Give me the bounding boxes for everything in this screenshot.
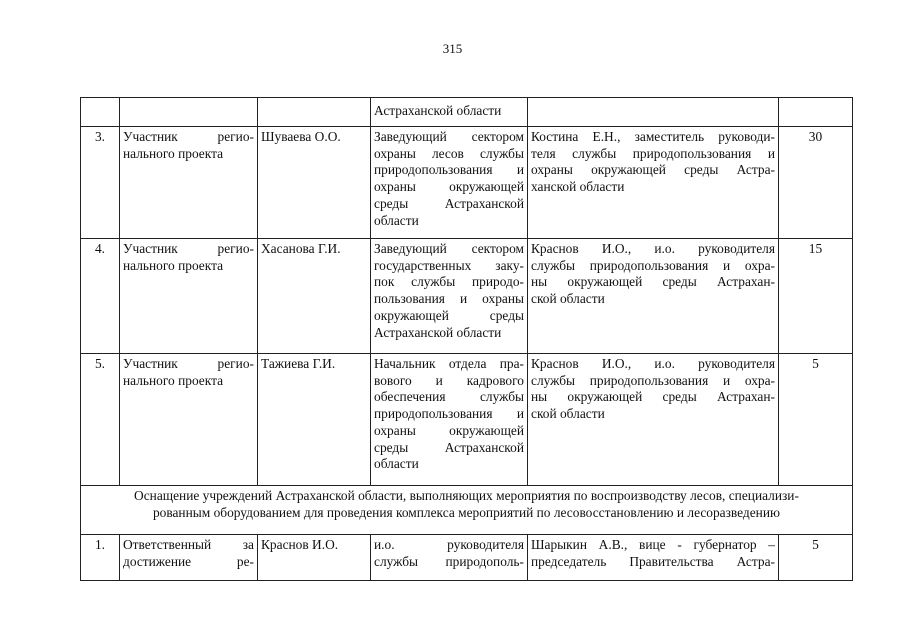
position-line: обеспечения службы — [374, 389, 524, 405]
supervisor-line: Костина Е.Н., заместитель руководи- — [531, 129, 775, 144]
position-cell — [371, 535, 528, 581]
role-line: достижение ре- — [123, 553, 254, 569]
name-cell: Шуваева О.О. — [258, 127, 371, 239]
supervisor-cell — [528, 239, 779, 354]
value-cell: 30 — [779, 127, 853, 239]
position-line: природопользования и — [374, 406, 524, 422]
position-line: пользования и охраны — [374, 291, 524, 307]
table-row — [81, 535, 853, 581]
supervisor-line: ны окружающей среды Астрахан- — [531, 389, 775, 405]
page-number: 315 — [442, 41, 463, 56]
participants-table — [80, 97, 853, 581]
name-cell: Краснов И.О. — [258, 535, 371, 581]
supervisor-line: ны окружающей среды Астрахан- — [531, 274, 775, 290]
position-line: охраны окружающей — [374, 179, 524, 195]
supervisor-line: Краснов И.О., и.о. руководителя — [531, 241, 775, 256]
table-row-continuation — [81, 98, 853, 127]
position-cell — [371, 127, 528, 239]
position-line: охраны окружающей — [374, 422, 524, 438]
position-line: вового и кадрового — [374, 372, 524, 388]
section-heading-row — [81, 486, 853, 535]
role-line: нального проекта — [123, 257, 224, 273]
cell-empty — [779, 98, 853, 127]
row-number: 3. — [81, 127, 120, 239]
position-line: охраны лесов службы — [374, 145, 524, 161]
position-line: и.о. руководителя — [374, 537, 524, 552]
cell-empty — [81, 98, 120, 127]
value-cell: 5 — [779, 354, 853, 486]
position-line: пок службы природо- — [374, 274, 524, 290]
supervisor-line: председатель Правительства Астра- — [531, 553, 775, 569]
position-line: области — [374, 456, 419, 472]
cell-empty — [528, 98, 779, 127]
supervisor-line: охраны окружающей среды Астра- — [531, 162, 775, 178]
position-line: Заведующий сектором — [374, 241, 524, 256]
role-cell — [120, 535, 258, 581]
section-heading-line: Оснащение учреждений Астраханской области, выполняющих мероприятия по воспроизводству лесов, специализи- — [134, 488, 799, 503]
cell-empty — [120, 98, 258, 127]
row-number: 5. — [81, 354, 120, 486]
position-line: природопользования и — [374, 162, 524, 178]
name-cell: Хасанова Г.И. — [258, 239, 371, 354]
supervisor-line: теля службы природопользования и — [531, 145, 775, 161]
supervisor-line: Краснов И.О., и.о. руководителя — [531, 356, 775, 371]
supervisor-line: ханской области — [531, 179, 625, 195]
role-cell — [120, 127, 258, 239]
position-cell: Астраханской области — [371, 98, 528, 127]
supervisor-cell — [528, 127, 779, 239]
section-heading — [81, 486, 853, 535]
position-line: Астраханской области — [374, 324, 502, 340]
position-cell — [371, 354, 528, 486]
supervisor-line: службы природопользования и охра- — [531, 372, 775, 388]
role-cell — [120, 354, 258, 486]
table-row — [81, 239, 853, 354]
role-line: Участник регио- — [123, 241, 254, 256]
supervisor-line: ской области — [531, 291, 605, 307]
section-heading-line: рованным оборудованием для проведения комплекса мероприятий по лесовосстановлению и лесоразведению — [152, 504, 781, 520]
role-line: нального проекта — [123, 145, 224, 161]
role-line: нального проекта — [123, 372, 224, 388]
row-number: 4. — [81, 239, 120, 354]
cell-empty — [258, 98, 371, 127]
role-line: Участник регио- — [123, 356, 254, 371]
name-cell: Тажиева Г.И. — [258, 354, 371, 486]
position-line: окружающей среды — [374, 307, 524, 323]
position-cell — [371, 239, 528, 354]
table-row — [81, 354, 853, 486]
row-number: 1. — [81, 535, 120, 581]
position-line: области — [374, 212, 419, 228]
value-cell: 5 — [779, 535, 853, 581]
position-line: Заведующий сектором — [374, 129, 524, 144]
role-line: Ответственный за — [123, 537, 254, 552]
position-line: государственных заку- — [374, 257, 524, 273]
position-line: службы природополь- — [374, 553, 524, 569]
position-line: среды Астраханской — [374, 439, 524, 455]
role-cell — [120, 239, 258, 354]
table-row — [81, 127, 853, 239]
supervisor-line: ской области — [531, 406, 605, 422]
supervisor-cell — [528, 354, 779, 486]
supervisor-line: Шарыкин А.В., вице - губернатор – — [531, 537, 775, 552]
value-cell: 15 — [779, 239, 853, 354]
role-line: Участник регио- — [123, 129, 254, 144]
position-line: среды Астраханской — [374, 195, 524, 211]
position-line: Начальник отдела пра- — [374, 356, 524, 371]
supervisor-cell — [528, 535, 779, 581]
supervisor-line: службы природопользования и охра- — [531, 257, 775, 273]
